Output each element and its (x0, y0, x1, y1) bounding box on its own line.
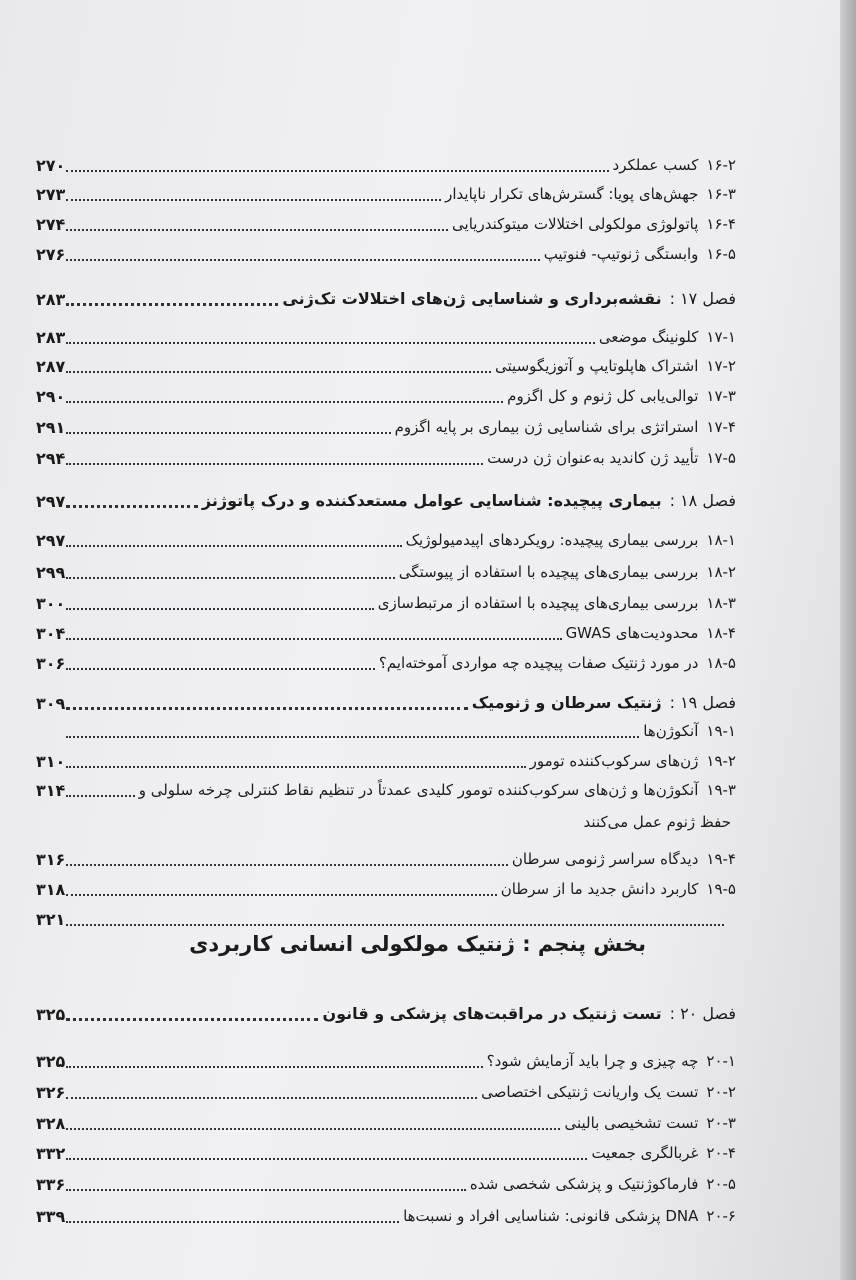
toc-dot-leader (66, 199, 441, 201)
toc-dot-leader (66, 229, 448, 231)
toc-row (36, 870, 736, 900)
toc-entry (591, 1142, 736, 1164)
toc-entry-number: ۲۰-۶ (706, 1207, 736, 1225)
toc-chapter-row (36, 482, 736, 512)
toc-entry-title: در مورد ژنتیک صفات پیچیده چه مواردی آموخته‌ایم؟ (378, 654, 699, 672)
toc-page-number: ۳۱۶ (36, 850, 66, 869)
toc-entry (566, 622, 736, 644)
toc-entry (643, 720, 736, 742)
toc-page-number: ۲۷۳ (36, 185, 66, 204)
toc-page-number: ۳۰۹ (36, 694, 66, 713)
toc-dot-leader (66, 371, 491, 373)
toc-entry-title: کاربرد دانش جدید ما از سرطان (500, 880, 699, 898)
toc-entry-number: ۱۷-۱ (706, 328, 736, 346)
toc-entry-title: آنکوژن‌ها و ژن‌های سرکوب‌کننده تومور کلیدی عمدتاً در تنظیم نقاط کنترلی چرخه سلولی و (138, 781, 699, 799)
toc-page-number: ۳۲۸ (36, 1114, 66, 1133)
toc-page-number: ۳۰۶ (36, 654, 66, 673)
toc-entry-title: توالی‌یابی کل ژنوم و کل اگزوم (507, 387, 699, 405)
toc-entry-number: ۱۸-۳ (706, 594, 736, 612)
toc-page-number: ۲۹۱ (36, 418, 66, 437)
toc-row (36, 900, 736, 930)
toc-entry (445, 183, 736, 205)
toc-entry (406, 529, 736, 551)
toc-entry-title: اشتراک هاپلوتایپ و آتوزیگوسیتی (495, 357, 699, 375)
toc-row (36, 1042, 736, 1072)
toc-dot-leader (66, 342, 595, 344)
toc-page-number: ۲۸۳ (36, 328, 66, 347)
toc-page-number: ۳۲۵ (36, 1052, 66, 1071)
toc-entry-title: جهش‌های پویا: گسترش‌های تکرار ناپایدار (445, 185, 699, 203)
toc-row (36, 840, 736, 870)
toc-page-number: ۲۹۷ (36, 531, 66, 550)
toc-row (36, 1073, 736, 1103)
toc-dot-leader (66, 924, 724, 926)
toc-entry (202, 490, 736, 512)
toc-dot-leader (66, 463, 483, 465)
toc-row (36, 439, 736, 469)
toc-entry (599, 326, 736, 348)
toc-entry-title: وابستگی ژنوتیپ- فنوتیپ (543, 245, 699, 263)
toc-page-number: ۲۹۰ (36, 387, 66, 406)
toc-entry (403, 1205, 736, 1227)
toc-dot-leader (66, 1066, 483, 1068)
toc-entry-number: ۲۰-۲ (706, 1083, 736, 1101)
toc-entry-number: ۱۷-۲ (706, 357, 736, 375)
toc-entry-number: ۲۰-۴ (706, 1144, 736, 1162)
toc-entry-title: استراتژی برای شناسایی ژن بیماری بر پایه اگزوم (394, 418, 699, 436)
toc-entry-title: بررسی بیماری پیچیده: رویکردهای اپیدمیولوژیک (405, 531, 699, 549)
toc-entry-number: ۲۰-۳ (706, 1114, 736, 1132)
toc-entry (452, 213, 736, 235)
toc-dot-leader (66, 1158, 587, 1160)
toc-row (36, 235, 736, 265)
toc-entry (530, 750, 736, 772)
toc-entry (487, 1050, 736, 1072)
toc-page-number: ۲۸۷ (36, 357, 66, 376)
toc-page-number: ۲۹۷ (36, 492, 66, 511)
part-heading: بخش پنجم : ژنتیک مولکولی انسانی کاربردی (189, 932, 646, 956)
toc-entry (564, 1112, 736, 1134)
toc-entry (399, 561, 736, 583)
toc-entry-number: ۱۷-۴ (706, 418, 736, 436)
toc-row (36, 584, 736, 614)
toc-row (36, 377, 736, 407)
toc-entry-number: ۱۹-۴ (706, 850, 736, 868)
toc-row (36, 771, 736, 801)
toc-page-number: ۲۹۹ (36, 563, 66, 582)
toc-entry (487, 447, 736, 469)
toc-entry-number: ۱۷-۵ (706, 449, 736, 467)
toc-entry-title: DNA پزشکی قانونی: شناسایی افراد و نسبت‌ها (403, 1207, 699, 1225)
toc-row (36, 205, 736, 235)
toc-entry-number: ۱۶-۳ (706, 185, 736, 203)
toc-entry (470, 1173, 736, 1195)
toc-dot-leader (66, 1128, 560, 1130)
toc-entry (481, 1081, 736, 1103)
toc-entry-number: ۱۹-۲ (706, 752, 736, 770)
toc-entry-number: ۱۸-۲ (706, 563, 736, 581)
toc-row (36, 614, 736, 644)
toc-row (36, 1134, 736, 1164)
toc-dot-leader (66, 170, 609, 172)
toc-entry-title: کلونینگ موضعی (598, 328, 699, 346)
toc-entry-title: کسب عملکرد (612, 156, 699, 174)
toc-entry-number: فصل ۲۰ : (669, 1004, 736, 1023)
toc-entry-number: فصل ۱۸ : (669, 491, 736, 510)
toc-dot-leader (66, 668, 375, 670)
toc-row (36, 712, 736, 742)
toc-entry-title: آنکوژن‌ها (643, 722, 699, 740)
toc-row (36, 1104, 736, 1134)
toc-dot-leader (66, 401, 503, 403)
toc-entry-number: ۱۸-۴ (706, 624, 736, 642)
toc-chapter-row (36, 280, 736, 310)
toc-dot-leader (66, 577, 395, 579)
toc-page-number: ۲۸۳ (36, 290, 66, 309)
toc-dot-leader (66, 766, 526, 768)
toc-entry-title: تأیید ژن کاندید به‌عنوان ژن درست (487, 449, 699, 467)
toc-row (36, 1165, 736, 1195)
toc-dot-leader (66, 638, 562, 640)
toc-dot-leader (66, 894, 497, 896)
toc-entry-title: بیماری پیچیده: شناسایی عوامل مستعدکننده و درک پاتوژنز (201, 491, 662, 510)
toc-row (36, 521, 736, 551)
toc-entry-number: ۱۹-۱ (706, 722, 736, 740)
toc-entry-title: نقشه‌برداری و شناسایی ژن‌های اختلالات تک‌ژنی (282, 289, 662, 308)
toc-dot-leader (66, 736, 639, 738)
toc-row (36, 553, 736, 583)
toc-entry-title: ژنتیک سرطان و ژنومیک (471, 693, 662, 712)
toc-entry-title: ژن‌های سرکوب‌کننده تومور (529, 752, 699, 770)
toc-page-number: ۲۷۰ (36, 156, 66, 175)
toc-entry-title: پاتولوژی مولکولی اختلالات میتوکندریایی (452, 215, 699, 233)
toc-page-number: ۳۱۰ (36, 752, 66, 771)
toc-dot-leader (66, 1221, 399, 1223)
toc-page-number: ۳۱۴ (36, 781, 66, 800)
toc-entry (322, 1003, 736, 1025)
toc-page-number: ۳۱۸ (36, 880, 66, 899)
toc-entry (613, 154, 736, 176)
toc-dot-leader (66, 259, 540, 261)
toc-entry-number: ۱۹-۳ (706, 781, 736, 799)
toc-page-number: ۳۳۹ (36, 1207, 66, 1226)
toc-dot-leader (66, 545, 402, 547)
toc-entry-title: غربالگری جمعیت (591, 1144, 699, 1162)
toc-page-number: ۳۳۲ (36, 1144, 66, 1163)
toc-entry (472, 692, 736, 714)
toc-dot-leader (66, 1189, 466, 1191)
toc-chapter-row (36, 684, 736, 714)
toc-chapter-row (36, 995, 736, 1025)
toc-entry-number: ۲۰-۱ (706, 1052, 736, 1070)
toc-page-number: ۲۷۴ (36, 215, 66, 234)
toc-dot-leader (66, 505, 198, 508)
toc-dot-leader (66, 795, 135, 797)
toc-entry-number: ۱۶-۵ (706, 245, 736, 263)
toc-entry (139, 779, 736, 801)
toc-entry-number: فصل ۱۹ : (669, 693, 736, 712)
toc-dot-leader (66, 864, 508, 866)
toc-entry-title: تست ژنتیک در مراقبت‌های پزشکی و قانون (322, 1004, 662, 1023)
toc-page-number: ۳۰۰ (36, 594, 66, 613)
toc-entry (512, 848, 736, 870)
toc-dot-leader (66, 1018, 318, 1021)
toc-entry-title: فارماکوژنتیک و پزشکی شخصی شده (469, 1175, 699, 1193)
toc-page-number: ۳۲۵ (36, 1005, 66, 1024)
toc-page-number: ۳۳۶ (36, 1175, 66, 1194)
toc-entry-number: فصل ۱۷ : (669, 289, 736, 308)
toc-entry-number: ۱۷-۳ (706, 387, 736, 405)
toc-row (36, 644, 736, 674)
toc-entry-title: دیدگاه سراسر ژنومی سرطان (511, 850, 699, 868)
toc-entry-title: محدودیت‌های GWAS (565, 624, 699, 642)
toc-entry-number: ۱۶-۲ (706, 156, 736, 174)
toc-entry (501, 878, 736, 900)
toc-entry-title: تست تشخیصی بالینی (564, 1114, 699, 1132)
toc-entry (395, 416, 736, 438)
toc-page-number: ۳۰۴ (36, 624, 66, 643)
toc-page-number: ۲۹۴ (36, 449, 66, 468)
toc-entry (495, 355, 736, 377)
toc-dot-leader (66, 1097, 477, 1099)
toc-entry (507, 385, 736, 407)
toc-row (36, 175, 736, 205)
toc-dot-leader (66, 608, 374, 610)
toc-entry-title: بررسی بیماری‌های پیچیده با استفاده از مرتبط‌سازی (377, 594, 699, 612)
toc-entry-title: تست یک واریانت ژنتیکی اختصاصی (481, 1083, 699, 1101)
toc-row (36, 742, 736, 772)
toc-row (36, 347, 736, 377)
toc-dot-leader (66, 303, 278, 306)
toc-entry (544, 243, 736, 265)
toc-entry-number: ۱۶-۴ (706, 215, 736, 233)
toc-row (36, 318, 736, 348)
toc-entry-title: بررسی بیماری‌های پیچیده با استفاده از پیوستگی (398, 563, 699, 581)
toc-entry-number: ۱۸-۱ (706, 531, 736, 549)
toc-row (36, 1197, 736, 1227)
toc-continuation-line: حفظ ژنوم عمل می‌کنند (583, 813, 731, 831)
toc-entry-number: ۲۰-۵ (706, 1175, 736, 1193)
toc-page-number: ۲۷۶ (36, 245, 66, 264)
toc-dot-leader (66, 707, 468, 710)
toc-dot-leader (66, 432, 391, 434)
toc-entry (378, 592, 736, 614)
toc-page-number: ۳۲۶ (36, 1083, 66, 1102)
toc-entry-number: ۱۹-۵ (706, 880, 736, 898)
toc-entry-title: چه چیزی و چرا باید آزمایش شود؟ (486, 1052, 699, 1070)
toc-entry (379, 652, 736, 674)
toc-entry (282, 288, 736, 310)
toc-page-number: ۳۲۱ (36, 910, 66, 929)
toc-row (36, 146, 736, 176)
toc-row (36, 408, 736, 438)
toc-entry-number: ۱۸-۵ (706, 654, 736, 672)
